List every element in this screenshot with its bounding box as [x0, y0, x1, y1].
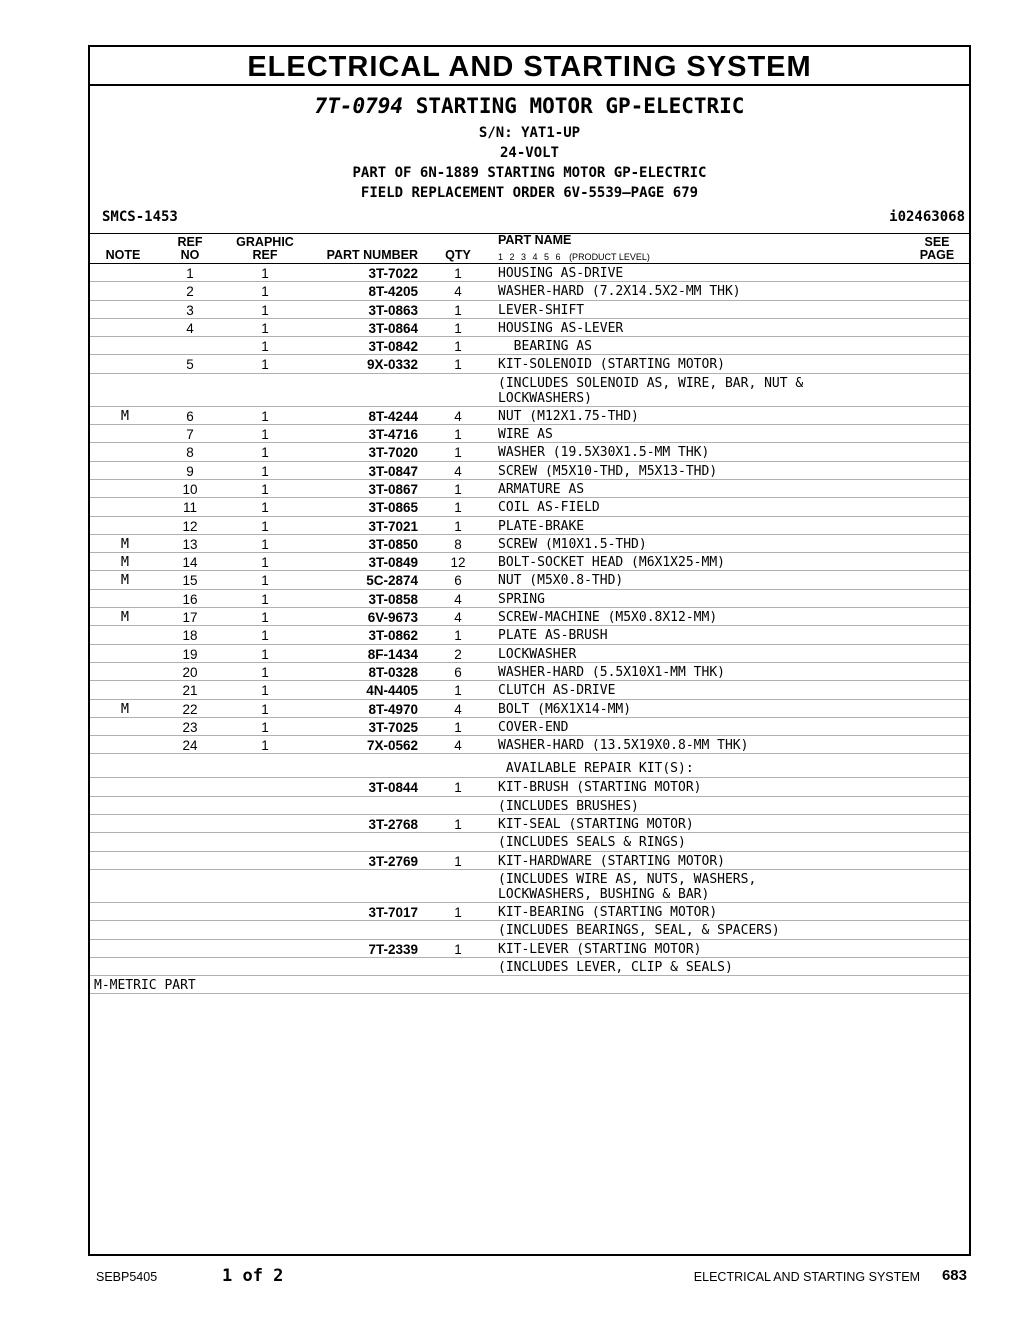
- graphic-ref-cell: 1: [261, 518, 269, 534]
- graphic-ref-cell: 1: [261, 628, 269, 644]
- part-name-cell: BEARING AS: [498, 339, 592, 355]
- part-name-cell: SPRING: [498, 591, 545, 607]
- part-name-cell: COIL AS-FIELD: [498, 500, 600, 516]
- col-note: NOTE: [105, 248, 141, 262]
- part-number-cell: 5C-2874: [366, 573, 418, 589]
- ref-no-cell: 17: [182, 610, 198, 626]
- graphic-ref-cell: 1: [261, 555, 269, 571]
- graphic-ref-cell: 1: [261, 463, 269, 479]
- table-row: [90, 425, 969, 443]
- group-part-number: 7T-0794: [314, 94, 404, 118]
- col-see-top: SEE: [924, 235, 950, 249]
- group-name: STARTING MOTOR GP-ELECTRIC: [415, 94, 745, 118]
- graphic-ref-cell: 1: [261, 664, 269, 680]
- part-name-cell: HOUSING AS-LEVER: [498, 320, 624, 336]
- table-row: [90, 921, 969, 939]
- part-name-cell: (INCLUDES SEALS & RINGS): [498, 835, 686, 851]
- graphic-ref-cell: 1: [261, 646, 269, 662]
- note-cell: M: [120, 554, 130, 571]
- graphic-ref-cell: 1: [261, 266, 269, 281]
- table-row: [90, 407, 969, 425]
- table-row: [90, 663, 969, 681]
- ref-no-cell: 8: [186, 445, 194, 461]
- table-row: [90, 462, 969, 480]
- metric-footnote: M-METRIC PART: [94, 978, 196, 994]
- graphic-ref-cell: 1: [261, 683, 269, 699]
- voltage: 24-VOLT: [499, 145, 559, 161]
- qty-cell: 8: [454, 536, 462, 552]
- graphic-ref-cell: 1: [261, 500, 269, 516]
- product-levels: [498, 252, 650, 262]
- footer-section: ELECTRICAL AND STARTING SYSTEM: [693, 1270, 920, 1284]
- part-name-cell: KIT-HARDWARE (STARTING MOTOR): [498, 853, 725, 869]
- part-name-cell: WIRE AS: [498, 427, 553, 443]
- table-row: [90, 754, 969, 778]
- part-name-cell: PLATE-BRAKE: [498, 518, 585, 534]
- qty-cell: 6: [454, 664, 462, 680]
- part-number-cell: 3T-7017: [368, 904, 418, 920]
- part-name-cell: NUT (M12X1.75-THD): [498, 408, 639, 424]
- part-name-cell: LEVER-SHIFT: [498, 302, 585, 318]
- part-name-cell: (INCLUDES LEVER, CLIP & SEALS): [498, 959, 733, 975]
- part-number-cell: 3T-2769: [368, 853, 418, 869]
- table-row: [90, 626, 969, 644]
- graphic-ref-cell: 1: [261, 357, 269, 373]
- col-qty: QTY: [445, 248, 471, 262]
- table-row: [90, 553, 969, 571]
- qty-cell: 1: [454, 481, 462, 497]
- graphic-ref-cell: 1: [261, 302, 269, 318]
- qty-cell: 1: [454, 500, 462, 516]
- part-number-cell: 3T-7025: [368, 719, 418, 735]
- part-number-cell: 3T-0850: [368, 536, 418, 552]
- part-name-cell: BOLT (M6X1X14-MM): [498, 701, 632, 717]
- graphic-ref-cell: 1: [261, 445, 269, 461]
- qty-cell: 1: [454, 628, 462, 644]
- part-number-cell: 8T-4244: [368, 408, 418, 424]
- ref-no-cell: 4: [186, 320, 194, 336]
- table-row: [90, 736, 969, 754]
- part-name-cell: KIT-BRUSH (STARTING MOTOR): [498, 780, 702, 796]
- graphic-ref-cell: 1: [261, 610, 269, 626]
- table-row: [90, 517, 969, 535]
- doc-number: SEBP5405: [96, 1270, 158, 1284]
- part-name-cell: SCREW-MACHINE (M5X0.8X12-MM): [498, 610, 718, 626]
- part-name-cell: BOLT-SOCKET HEAD (M6X1X25-MM): [498, 555, 725, 571]
- qty-cell: 4: [454, 284, 462, 300]
- part-name-cell: SCREW (M10X1.5-THD): [498, 536, 647, 552]
- table-row: [90, 443, 969, 461]
- table-row: [90, 718, 969, 736]
- part-number-cell: 8T-4205: [368, 284, 418, 300]
- part-name-cell: (INCLUDES BEARINGS, SEAL, & SPACERS): [498, 923, 780, 939]
- note-cell: M: [120, 609, 130, 626]
- part-name-cell: PLATE AS-BRUSH: [498, 628, 608, 644]
- part-number-cell: 8T-4970: [368, 701, 418, 717]
- ref-no-cell: 2: [186, 284, 194, 300]
- part-name-cell: (INCLUDES SOLENOID AS, WIRE, BAR, NUT & LOCKWASHERS): [498, 375, 804, 406]
- table-row: [90, 700, 969, 718]
- ref-no-cell: 9: [186, 463, 194, 479]
- table-row: [90, 833, 969, 851]
- table-row: [90, 571, 969, 589]
- qty-cell: 1: [454, 320, 462, 336]
- qty-cell: 12: [450, 555, 466, 571]
- part-number-cell: 3T-0862: [368, 628, 418, 644]
- smcs-code: SMCS-1453: [102, 209, 178, 225]
- part-name-cell: KIT-LEVER (STARTING MOTOR): [498, 941, 702, 957]
- table-row: [90, 535, 969, 553]
- graphic-ref-cell: 1: [261, 536, 269, 552]
- graphic-ref-cell: 1: [261, 719, 269, 735]
- illustration-id: i02463068: [889, 209, 965, 225]
- ref-no-cell: 14: [182, 555, 198, 571]
- graphic-ref-cell: 1: [261, 701, 269, 717]
- ref-no-cell: 18: [182, 628, 198, 644]
- graphic-ref-cell: 1: [261, 481, 269, 497]
- qty-cell: 4: [454, 408, 462, 424]
- part-name-cell: COVER-END: [498, 719, 569, 735]
- page-frame: [88, 45, 971, 1256]
- part-number-cell: 3T-7020: [368, 445, 418, 461]
- parts-table: [90, 264, 969, 994]
- qty-cell: 4: [454, 591, 462, 607]
- table-row: [90, 958, 969, 976]
- ref-no-cell: 11: [182, 500, 197, 516]
- ref-no-cell: 7: [186, 427, 194, 443]
- qty-cell: 1: [454, 427, 462, 443]
- qty-cell: 1: [454, 683, 462, 699]
- table-row: [90, 480, 969, 498]
- part-number-cell: 8T-0328: [368, 664, 418, 680]
- ref-no-cell: 6: [186, 408, 194, 424]
- table-row: [90, 301, 969, 319]
- page-number: 683: [941, 1267, 967, 1284]
- graphic-ref-cell: 1: [261, 573, 269, 589]
- product-level-label: (PRODUCT LEVEL): [569, 252, 650, 262]
- part-name-cell: WASHER-HARD (13.5X19X0.8-MM THK): [498, 738, 749, 754]
- ref-no-cell: 12: [182, 518, 198, 534]
- table-row: [90, 681, 969, 699]
- part-number-cell: 9X-0332: [366, 357, 418, 373]
- ref-no-cell: 24: [182, 738, 198, 754]
- graphic-ref-cell: 1: [261, 339, 269, 355]
- graphic-ref-cell: 1: [261, 284, 269, 300]
- table-row: [90, 797, 969, 815]
- part-number-cell: 8F-1434: [367, 646, 418, 662]
- graphic-ref-cell: 1: [261, 427, 269, 443]
- part-number-cell: 3T-7022: [368, 266, 418, 281]
- ref-no-cell: 23: [182, 719, 198, 735]
- part-number-cell: 3T-0863: [368, 302, 418, 318]
- graphic-ref-cell: 1: [261, 738, 269, 754]
- table-row: [90, 590, 969, 608]
- col-graphic-bottom: REF: [252, 248, 278, 262]
- ref-no-cell: 1: [186, 266, 194, 281]
- table-row: [90, 355, 969, 373]
- table-row: [90, 608, 969, 626]
- qty-cell: 1: [454, 817, 462, 833]
- qty-cell: 1: [454, 518, 462, 534]
- table-row: [90, 498, 969, 516]
- table-row: [90, 374, 969, 407]
- product-level-numbers: 1 2 3 4 5 6: [498, 252, 561, 262]
- table-row: [90, 337, 969, 355]
- ref-no-cell: 20: [182, 664, 198, 680]
- qty-cell: 1: [454, 445, 462, 461]
- ref-no-cell: 10: [182, 481, 198, 497]
- part-name-cell: WASHER-HARD (5.5X10X1-MM THK): [498, 664, 725, 680]
- qty-cell: 4: [454, 610, 462, 626]
- part-name-cell: KIT-BEARING (STARTING MOTOR): [498, 904, 718, 920]
- qty-cell: 4: [454, 463, 462, 479]
- qty-cell: 1: [454, 853, 462, 869]
- col-ref-top: REF: [177, 235, 203, 249]
- part-name-cell: (INCLUDES BRUSHES): [498, 798, 639, 814]
- part-name-cell: WASHER-HARD (7.2X14.5X2-MM THK): [498, 284, 741, 300]
- ref-no-cell: 5: [186, 357, 194, 373]
- qty-cell: 1: [454, 357, 462, 373]
- ref-no-cell: 13: [182, 536, 198, 552]
- qty-cell: 1: [454, 941, 462, 957]
- col-see-bottom: PAGE: [919, 248, 955, 262]
- ref-no-cell: 15: [182, 573, 198, 589]
- col-part-name: PART NAME: [498, 233, 572, 247]
- part-number-cell: 4N-4405: [366, 683, 418, 699]
- part-number-cell: 3T-0849: [368, 555, 418, 571]
- note-cell: M: [120, 535, 130, 552]
- table-row: [90, 870, 969, 903]
- part-number-cell: 3T-0858: [368, 591, 418, 607]
- page-of: 1 of 2: [222, 1266, 284, 1286]
- qty-cell: 4: [454, 701, 462, 717]
- qty-cell: 1: [454, 339, 462, 355]
- qty-cell: 1: [454, 266, 462, 281]
- part-number-cell: 3T-4716: [368, 427, 418, 443]
- table-row: [90, 264, 969, 282]
- qty-cell: 4: [454, 738, 462, 754]
- part-number-cell: 3T-0842: [368, 339, 418, 355]
- part-name-cell: (INCLUDES WIRE AS, NUTS, WASHERS, LOCKWASHERS, BUSHING & BAR): [498, 871, 757, 902]
- part-number-cell: 3T-0847: [368, 463, 418, 479]
- part-number-cell: 3T-0864: [368, 320, 418, 336]
- part-name-cell: SCREW (M5X10-THD, M5X13-THD): [498, 463, 718, 479]
- part-name-cell: CLUTCH AS-DRIVE: [498, 683, 616, 699]
- part-number-cell: 6V-9673: [367, 610, 418, 626]
- field-replacement-note: FIELD REPLACEMENT ORDER 6V-5539—PAGE 679: [360, 185, 699, 201]
- page-title: ELECTRICAL AND STARTING SYSTEM: [90, 47, 969, 86]
- part-name-cell: HOUSING AS-DRIVE: [498, 266, 624, 281]
- part-number-cell: 7T-2339: [368, 941, 418, 957]
- part-number-cell: 3T-7021: [368, 518, 418, 534]
- part-name-cell: NUT (M5X0.8-THD): [498, 573, 624, 589]
- part-number-cell: 3T-0865: [368, 500, 418, 516]
- part-name-cell: KIT-SOLENOID (STARTING MOTOR): [498, 357, 725, 373]
- table-row: [90, 852, 969, 870]
- part-number-cell: 3T-0844: [368, 780, 418, 796]
- note-cell: M: [120, 700, 130, 717]
- graphic-ref-cell: 1: [261, 408, 269, 424]
- qty-cell: 2: [454, 646, 462, 662]
- qty-cell: 6: [454, 573, 462, 589]
- part-number-cell: 3T-0867: [368, 481, 418, 497]
- table-row: [90, 282, 969, 300]
- qty-cell: 1: [454, 780, 462, 796]
- table-row: [90, 319, 969, 337]
- graphic-ref-cell: 1: [261, 320, 269, 336]
- part-name-cell: KIT-SEAL (STARTING MOTOR): [498, 817, 694, 833]
- part-number-cell: 3T-2768: [368, 817, 418, 833]
- table-row: [90, 903, 969, 921]
- ref-no-cell: 3: [186, 302, 194, 318]
- graphic-ref-cell: 1: [261, 591, 269, 607]
- table-row: [90, 815, 969, 833]
- qty-cell: 1: [454, 719, 462, 735]
- part-name-cell: LOCKWASHER: [498, 646, 577, 662]
- note-cell: M: [120, 572, 130, 589]
- col-graphic-top: GRAPHIC: [236, 235, 294, 249]
- table-row: [90, 940, 969, 958]
- table-row: [90, 645, 969, 663]
- part-of-note: PART OF 6N-1889 STARTING MOTOR GP-ELECTRIC: [352, 165, 707, 181]
- col-ref-bottom: NO: [180, 248, 200, 262]
- ref-no-cell: 22: [182, 701, 198, 717]
- part-name-cell: ARMATURE AS: [498, 481, 585, 497]
- ref-no-cell: 19: [182, 646, 198, 662]
- col-part-number: PART NUMBER: [326, 248, 418, 262]
- group-heading: [90, 94, 969, 118]
- ref-no-cell: 21: [182, 683, 198, 699]
- footnote-row: [90, 976, 969, 994]
- qty-cell: 1: [454, 904, 462, 920]
- ref-no-cell: 16: [182, 591, 198, 607]
- part-number-cell: 7X-0562: [366, 738, 418, 754]
- note-cell: M: [120, 407, 130, 424]
- serial-number: S/N: YAT1-UP: [478, 125, 581, 141]
- table-row: [90, 778, 969, 796]
- qty-cell: 1: [454, 302, 462, 318]
- part-name-cell: WASHER (19.5X30X1.5-MM THK): [498, 445, 710, 461]
- part-name-cell: AVAILABLE REPAIR KIT(S):: [498, 761, 694, 777]
